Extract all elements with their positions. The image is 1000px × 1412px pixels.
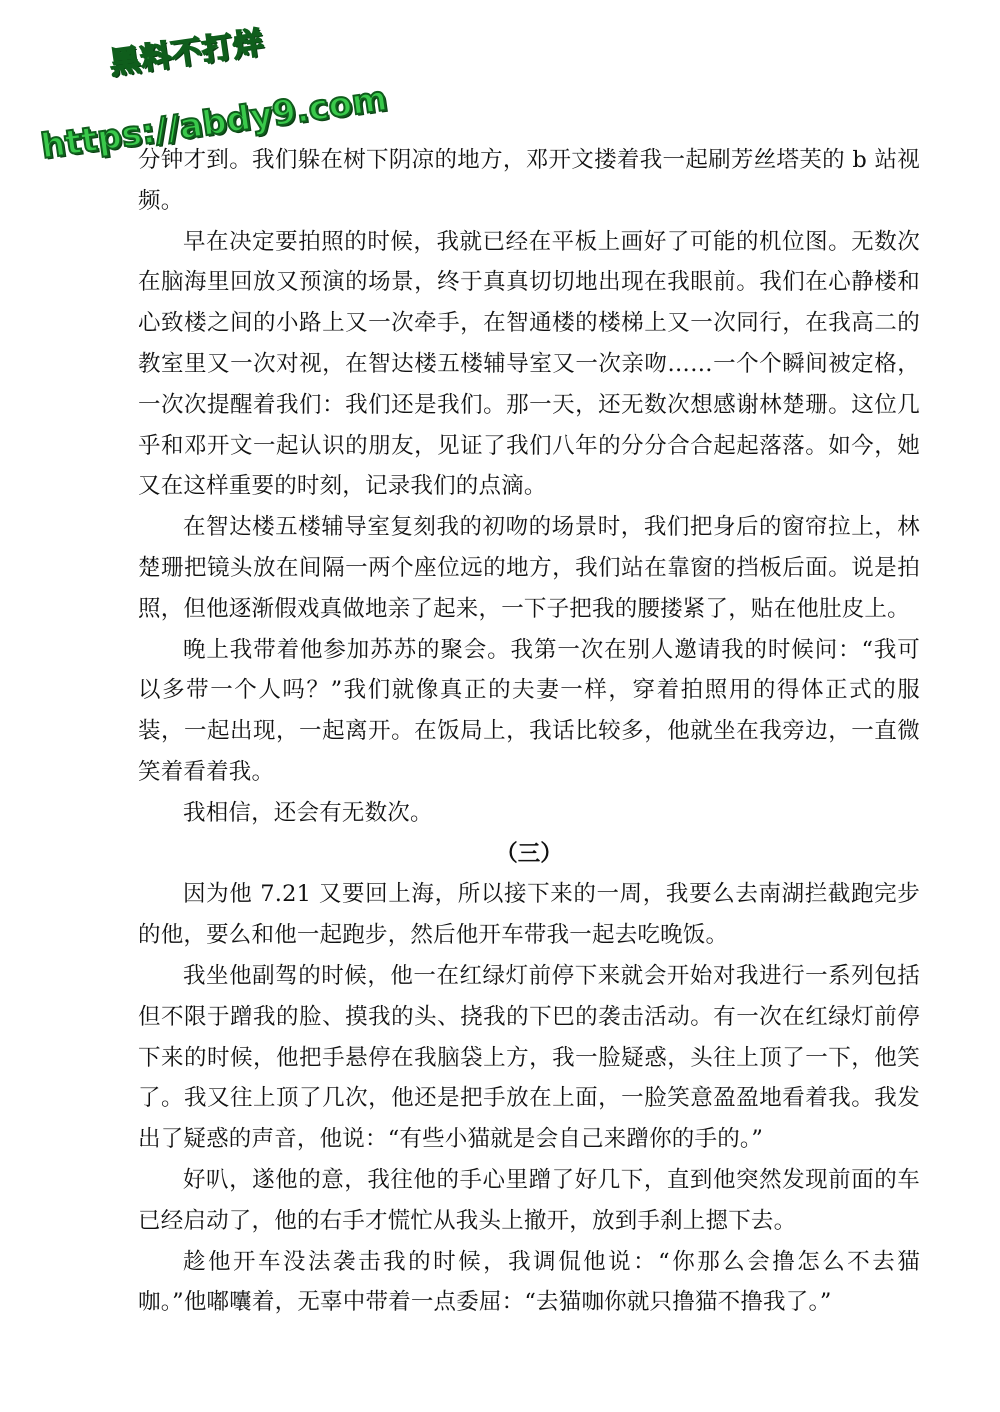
paragraph-5: 我相信，还会有无数次。 [183, 799, 433, 826]
paragraph-4: 晚上我带着他参加苏苏的聚会。我第一次在别人邀请我的时候问：“我可以多带一个人吗？”我们就像真正的夫妻一样，穿着拍照用的得体正式的服装，一起出现，一起离开。在饭局上，我话比较多，他就坐在我旁边，一直微笑着看着我。 [138, 636, 920, 785]
section-heading: （三） [495, 840, 563, 867]
paragraph-9: 趁他开车没法袭击我的时候，我调侃他说：“你那么会撸怎么不去猫咖。”他嘟囔着，无辜中带着一点委屈：“去猫咖你就只撸猫不撸我了。” [138, 1248, 920, 1316]
paragraph-7: 我坐他副驾的时候，他一在红绿灯前停下来就会开始对我进行一系列包括但不限于蹭我的脸、摸我的头、挠我的下巴的袭击活动。有一次在红绿灯前停下来的时候，他把手悬停在我脑袋上方，我一脸疑惑，头往上顶了一下，他笑了。我又往上顶了几次，他还是把手放在上面，一脸笑意盈盈地看着我。我发出了疑惑的声音，他说：“有些小猫就是会自己来蹭你的手的。” [138, 962, 920, 1153]
document-page [138, 140, 920, 1323]
paragraph-1: 分钟才到。我们躲在树下阴凉的地方，邓开文搂着我一起刷芳丝塔芙的 b 站视频。 [138, 147, 920, 214]
paragraph-3: 在智达楼五楼辅导室复刻我的初吻的场景时，我们把身后的窗帘拉上，林楚珊把镜头放在间隔一两个座位远的地方，我们站在靠窗的挡板后面。说是拍照，但他逐渐假戏真做地亲了起来，一下子把我的腰搂紧了，贴在他肚皮上。 [138, 514, 920, 622]
paragraph-8: 好叭，遂他的意，我往他的手心里蹭了好几下，直到他突然发现前面的车已经启动了，他的右手才慌忙从我头上撤开，放到手刹上摁下去。 [138, 1166, 920, 1234]
watermark-url: https://abdy9.com [38, 78, 390, 168]
paragraph-6: 因为他 7.21 又要回上海，所以接下来的一周，我要么去南湖拦截跑完步的他，要么和他一起跑步，然后他开车带我一起去吃晚饭。 [138, 881, 920, 949]
paragraph-2: 早在决定要拍照的时候，我就已经在平板上画好了可能的机位图。无数次在脑海里回放又预演的场景，终于真真切切地出现在我眼前。我们在心静楼和心致楼之间的小路上又一次牵手，在智通楼的楼梯上又一次同行，在我高二的教室里又一次对视，在智达楼五楼辅导室又一次亲吻……一个个瞬间被定格，一次次提醒着我们：我们还是我们。那一天，还无数次想感谢林楚珊。这位几乎和邓开文一起认识的朋友，见证了我们八年的分分合合起起落落。如今，她又在这样重要的时刻，记录我们的点滴。 [138, 228, 920, 500]
watermark-title: 黑料不打烊 [107, 25, 267, 82]
watermark-logo [14, 0, 390, 168]
